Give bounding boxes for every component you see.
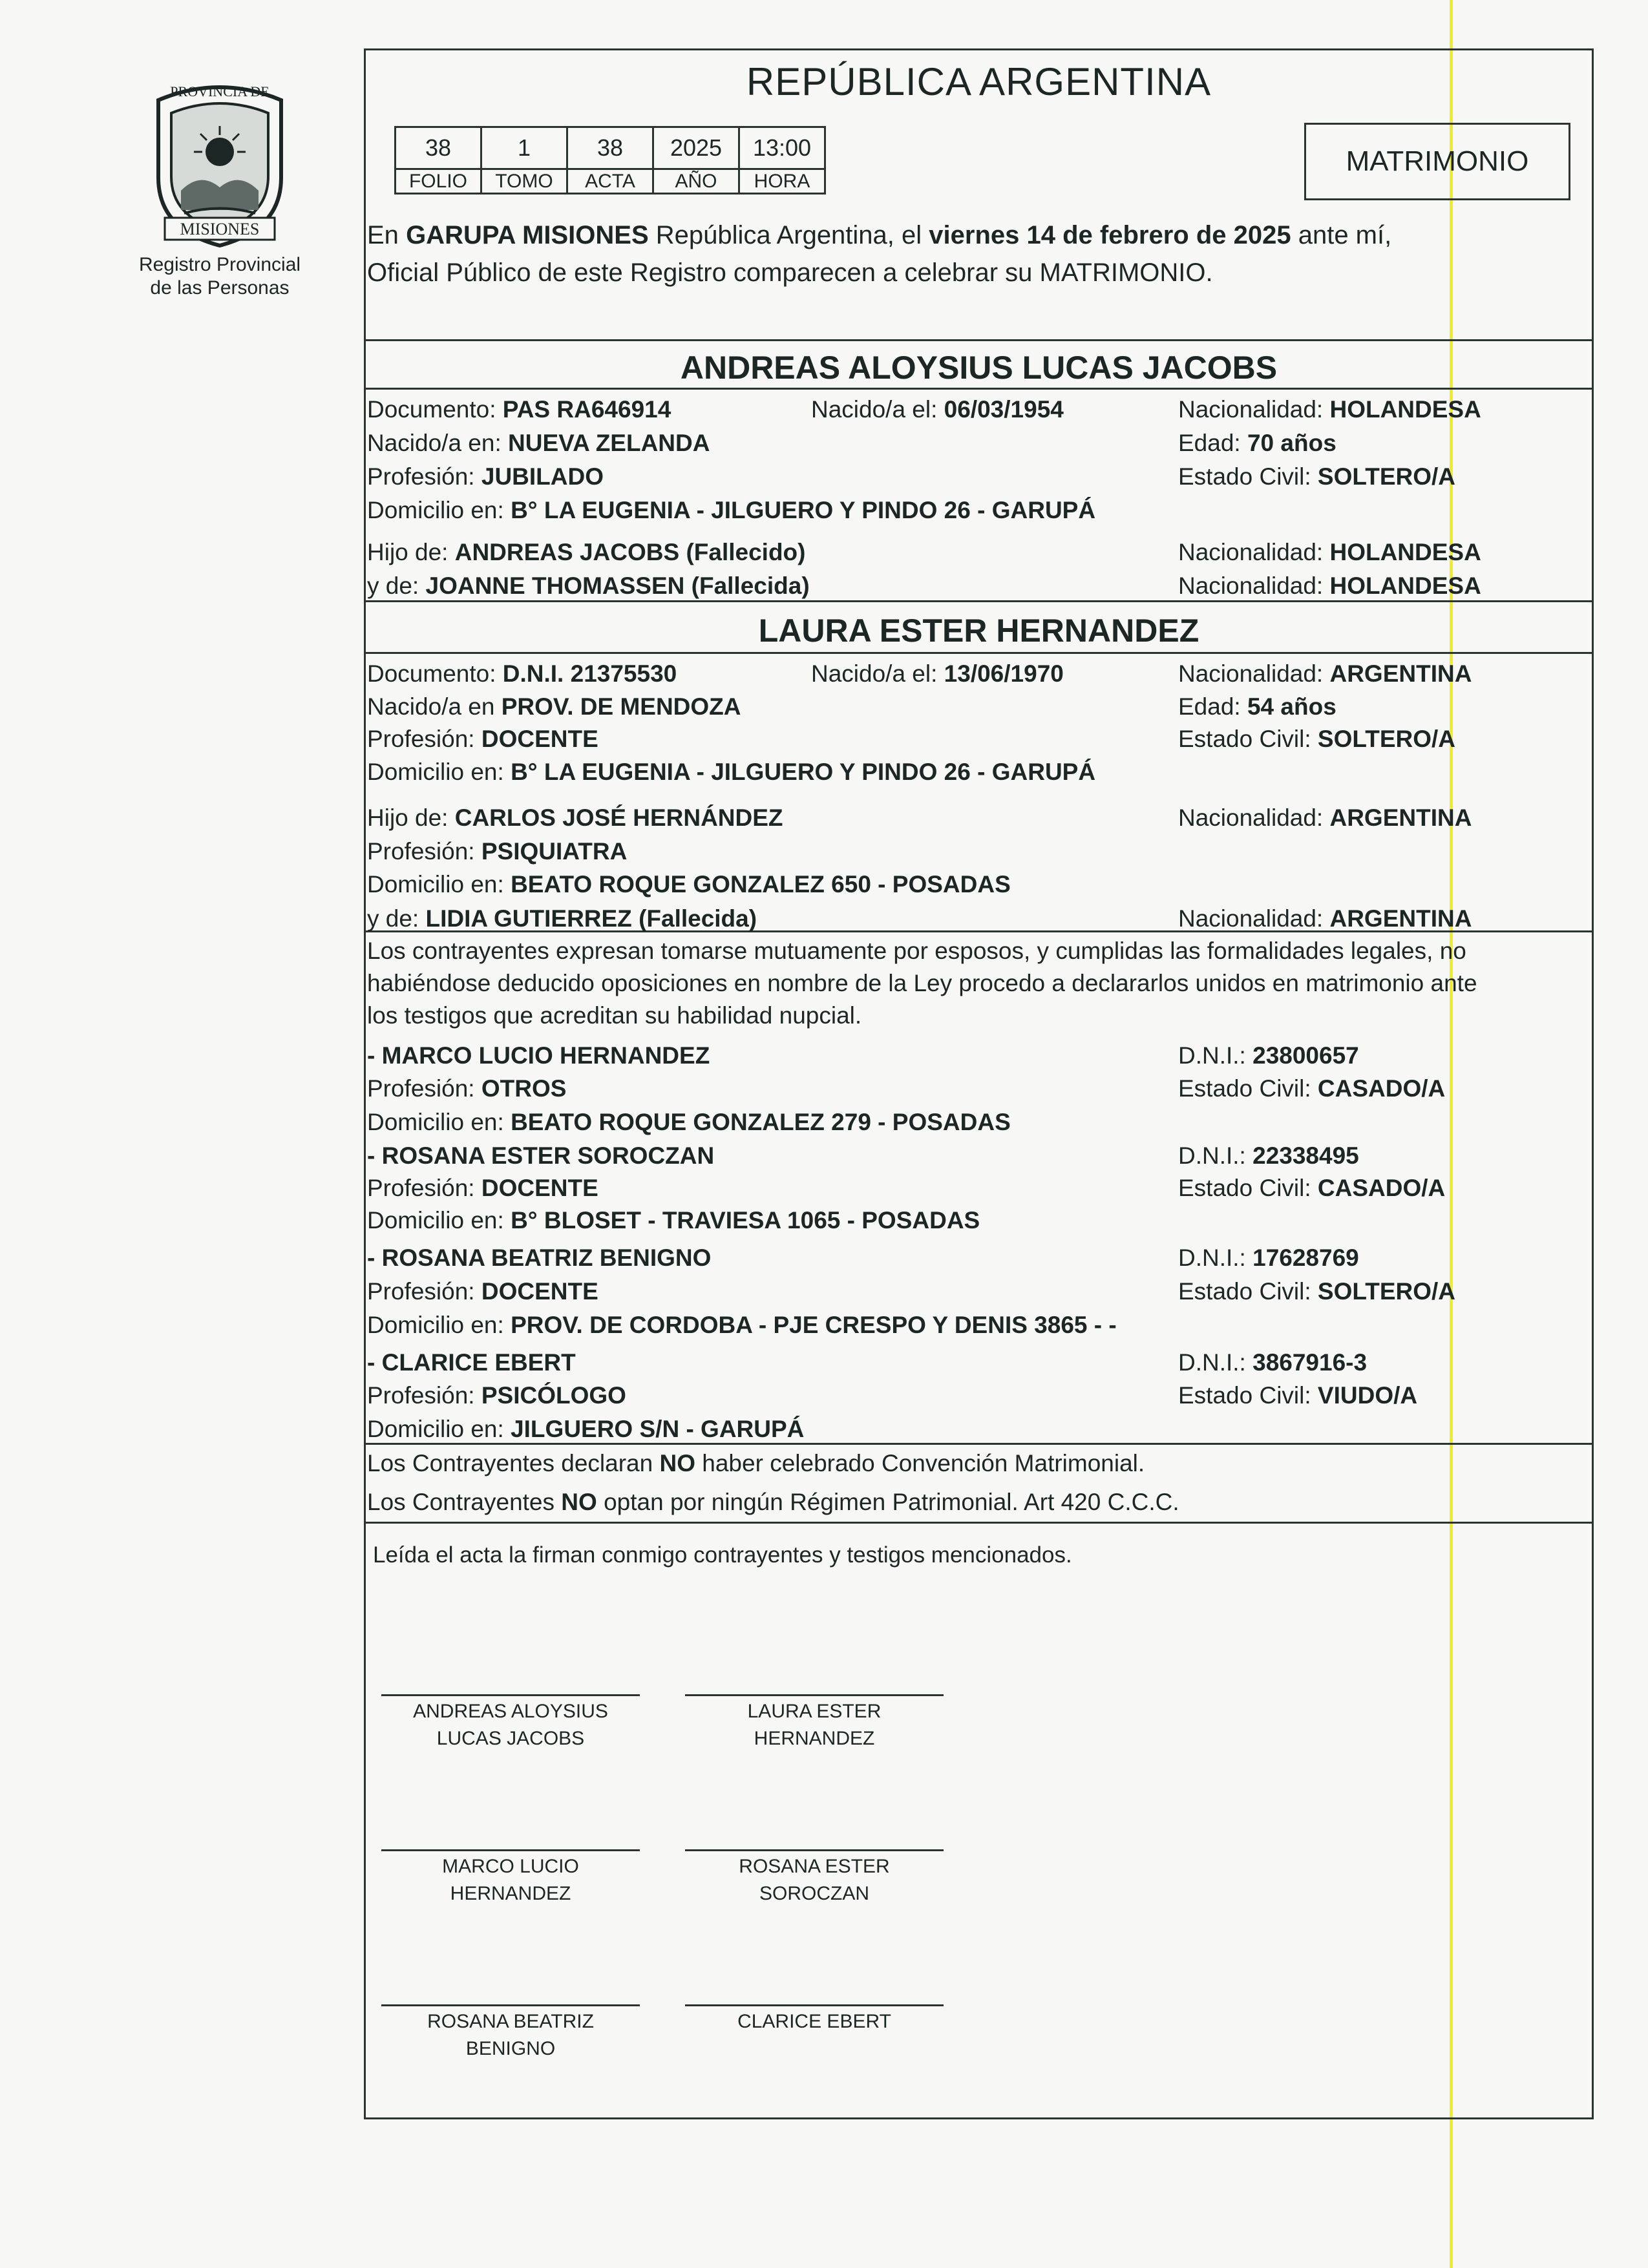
testigo-1-dni-label: D.N.I.: [1178, 1042, 1253, 1069]
intro-republic: República Argentina, el [648, 221, 929, 249]
c2-madre [367, 905, 757, 933]
c2-edad-value: 54 años [1247, 693, 1336, 720]
testigo-2-dom-value: B° BLOSET - TRAVIESA 1065 - POSADAS [511, 1207, 980, 1234]
c1-nac-en-label: Nacido/a en: [367, 430, 509, 456]
divider [364, 339, 1594, 341]
testigo-4-dni-value: 3867916-3 [1252, 1349, 1368, 1376]
acta-value: 38 [567, 127, 653, 169]
c2-padre-dom-label: Domicilio en: [367, 871, 511, 898]
testigo-3-dni [1178, 1244, 1359, 1272]
c2-nacido-en [367, 693, 741, 721]
c1-prof-value: JUBILADO [481, 463, 604, 490]
acta-header-table [394, 126, 826, 194]
c1-doc-label: Documento: [367, 396, 503, 423]
testigo-2-dni [1178, 1142, 1359, 1170]
c1-padre [367, 538, 805, 567]
testigo-3-dni-label: D.N.I.: [1178, 1244, 1253, 1271]
signature-3 [381, 1853, 640, 1907]
testigo-3-dni-value: 17628769 [1252, 1244, 1359, 1271]
intro-place: GARUPA MISIONES [406, 221, 649, 249]
c1-doc-value: PAS RA646914 [502, 396, 671, 423]
c1-dom-value: B° LA EUGENIA - JILGUERO Y PINDO 26 - GARUPÁ [511, 497, 1096, 523]
signature-3-line1: MARCO LUCIO [442, 1856, 579, 1877]
testigo-1-prof-value: OTROS [481, 1075, 567, 1102]
testigo-1-dni-value: 23800657 [1252, 1042, 1359, 1069]
c2-padre-domicilio [367, 870, 1011, 899]
c1-edad [1178, 429, 1336, 457]
c1-edad-value: 70 años [1247, 430, 1336, 456]
tomo-value: 1 [481, 127, 567, 169]
c2-padre-value: CARLOS JOSÉ HERNÁNDEZ [454, 804, 783, 831]
c1-prof-label: Profesión: [367, 463, 481, 490]
c2-civil-value: SOLTERO/A [1317, 726, 1456, 752]
signature-line [381, 1849, 640, 1851]
c1-padre-label: Hijo de: [367, 539, 455, 565]
signature-1-line2: LUCAS JACOBS [436, 1728, 585, 1749]
signature-4-line1: ROSANA ESTER [739, 1856, 890, 1877]
testigo-4-dni [1178, 1349, 1367, 1377]
page-title: REPÚBLICA ARGENTINA [746, 60, 1212, 103]
intro-en: En [367, 221, 399, 249]
c2-edad [1178, 693, 1336, 721]
contrayente-2-name: LAURA ESTER HERNANDEZ [758, 613, 1199, 649]
signature-5 [381, 2008, 640, 2063]
c2-nac-en-label: Nacido/a en [367, 693, 502, 720]
hora-value: 13:00 [739, 127, 825, 169]
signature-line [685, 1694, 944, 1696]
provincia-misiones-seal [145, 81, 294, 252]
c2-madre-nac-label: Nacionalidad: [1178, 905, 1330, 932]
c1-nacido-en [367, 429, 710, 457]
c2-nac-en-value: PROV. DE MENDOZA [501, 693, 741, 720]
c2-prof-value: DOCENTE [481, 726, 598, 752]
divider [364, 388, 1594, 390]
convencion-text-b: haber celebrado Convención Matrimonial. [695, 1450, 1145, 1476]
logo-caption-line2: de las Personas [150, 277, 290, 299]
testigo-2-estado-civil [1178, 1174, 1445, 1202]
declaracion-line3: los testigos que acreditan su habilidad nupcial. [367, 1002, 862, 1029]
c1-madre-value: JOANNE THOMASSEN (Fallecida) [425, 572, 810, 599]
testigo-2-dni-value: 22338495 [1252, 1142, 1359, 1169]
signature-4-line2: SOROCZAN [759, 1883, 869, 1904]
c2-doc-value: D.N.I. 21375530 [502, 660, 677, 687]
logo-caption-line1: Registro Provincial [138, 254, 301, 275]
c2-nacionalidad-value: ARGENTINA [1329, 660, 1472, 687]
c2-documento [367, 660, 677, 688]
signature-line [685, 1849, 944, 1851]
signature-line [381, 2004, 640, 2006]
c2-nacido-el [811, 660, 1064, 688]
c2-nac-el-label: Nacido/a el: [811, 660, 944, 687]
signature-1 [381, 1698, 640, 1752]
c2-padre-label: Hijo de: [367, 804, 455, 831]
c1-nacionalidad [1178, 395, 1481, 424]
testigo-4-civil-label: Estado Civil: [1178, 1382, 1318, 1409]
testigo-1-civil-label: Estado Civil: [1178, 1075, 1318, 1102]
testigo-1-dom-label: Domicilio en: [367, 1109, 511, 1135]
acta-type-box: MATRIMONIO [1304, 123, 1570, 200]
c1-nacionalidad-label: Nacionalidad: [1178, 396, 1330, 423]
signature-6 [685, 2008, 944, 2035]
testigo-1-civil-value: CASADO/A [1317, 1075, 1446, 1102]
convencion-no: NO [659, 1450, 695, 1476]
convencion-matrimonial [367, 1449, 1145, 1478]
c1-nac-el-value: 06/03/1954 [944, 396, 1064, 423]
testigo-2-civil-label: Estado Civil: [1178, 1175, 1318, 1201]
testigo-4-prof-label: Profesión: [367, 1382, 481, 1409]
signature-6-line1: CLARICE EBERT [737, 2011, 891, 2032]
testigo-4-domicilio [367, 1415, 804, 1444]
c1-documento [367, 395, 671, 424]
c2-nacionalidad-label: Nacionalidad: [1178, 660, 1330, 687]
testigo-3-civil-value: SOLTERO/A [1317, 1278, 1456, 1305]
hora-caption: HORA [739, 169, 825, 194]
convencion-text-a: Los Contrayentes declaran [367, 1450, 660, 1476]
c1-civil-label: Estado Civil: [1178, 463, 1318, 490]
c2-civil-label: Estado Civil: [1178, 726, 1318, 752]
seal-text-misiones: MISIONES [180, 220, 260, 238]
c1-estado-civil [1178, 463, 1455, 491]
testigo-3-profesion [367, 1277, 598, 1306]
testigo-2-domicilio [367, 1206, 980, 1235]
c2-madre-nacionalidad [1178, 905, 1472, 933]
c2-padre-nac-label: Nacionalidad: [1178, 804, 1330, 831]
c2-edad-label: Edad: [1178, 693, 1247, 720]
declaracion-line2: habiéndose deducido oposiciones en nombre de la Ley procedo a declararlos unidos en matrimonio ante [367, 970, 1477, 996]
signature-2-line2: HERNANDEZ [754, 1728, 875, 1749]
c1-padre-nac-label: Nacionalidad: [1178, 539, 1330, 565]
c1-edad-label: Edad: [1178, 430, 1247, 456]
c2-profesion [367, 725, 598, 753]
intro-ante: ante mí, [1291, 221, 1392, 249]
c2-padre-nacionalidad [1178, 804, 1472, 832]
c1-civil-value: SOLTERO/A [1317, 463, 1456, 490]
tomo-caption: TOMO [481, 169, 567, 194]
testigo-1-domicilio [367, 1108, 1011, 1137]
signature-4 [685, 1853, 944, 1907]
testigo-2-civil-value: CASADO/A [1317, 1175, 1446, 1201]
divider [364, 600, 1594, 602]
c1-nac-el-label: Nacido/a el: [811, 396, 944, 423]
c1-domicilio [367, 496, 1095, 525]
testigo-1-dom-value: BEATO ROQUE GONZALEZ 279 - POSADAS [511, 1109, 1011, 1135]
c1-nac-en-value: NUEVA ZELANDA [508, 430, 710, 456]
c1-madre [367, 572, 810, 600]
c1-madre-nacionalidad [1178, 572, 1481, 600]
testigo-4-estado-civil [1178, 1381, 1417, 1410]
c1-nacionalidad-value: HOLANDESA [1329, 396, 1481, 423]
testigo-2-dni-label: D.N.I.: [1178, 1142, 1253, 1169]
regimen-no: NO [561, 1489, 597, 1515]
c2-padre-prof-label: Profesión: [367, 838, 481, 865]
c2-padre-dom-value: BEATO ROQUE GONZALEZ 650 - POSADAS [511, 871, 1011, 898]
c1-nacido-el [811, 395, 1064, 424]
testigo-3-name: - ROSANA BEATRIZ BENIGNO [367, 1244, 712, 1271]
folio-caption: FOLIO [396, 169, 481, 194]
testigo-4-profesion [367, 1381, 626, 1410]
testigo-2-prof-label: Profesión: [367, 1175, 481, 1201]
c1-madre-nac-label: Nacionalidad: [1178, 572, 1330, 599]
c2-padre [367, 804, 783, 832]
testigo-2-profesion [367, 1174, 598, 1202]
contrayente-1-name: ANDREAS ALOYSIUS LUCAS JACOBS [680, 350, 1278, 386]
logo-caption [126, 253, 313, 300]
signature-2 [685, 1698, 944, 1752]
c1-padre-nac-value: HOLANDESA [1329, 539, 1481, 565]
c2-madre-value: LIDIA GUTIERREZ (Fallecida) [425, 905, 757, 932]
testigo-1-prof-label: Profesión: [367, 1075, 481, 1102]
c2-madre-nac-value: ARGENTINA [1329, 905, 1472, 932]
testigo-2-name: - ROSANA ESTER SOROCZAN [367, 1142, 715, 1169]
c2-padre-nac-value: ARGENTINA [1329, 804, 1472, 831]
divider [364, 652, 1594, 654]
testigo-3-prof-value: DOCENTE [481, 1278, 598, 1305]
intro-line2: Oficial Público de este Registro comparecen a celebrar su MATRIMONIO. [367, 258, 1213, 287]
testigo-3-prof-label: Profesión: [367, 1278, 481, 1305]
signature-line [685, 2004, 944, 2006]
regimen-text-a: Los Contrayentes [367, 1489, 562, 1515]
c2-domicilio [367, 758, 1095, 786]
testigo-3-civil-label: Estado Civil: [1178, 1278, 1318, 1305]
c2-estado-civil [1178, 725, 1455, 753]
testigo-1-profesion [367, 1075, 566, 1103]
testigo-4-civil-value: VIUDO/A [1317, 1382, 1418, 1409]
leida-text: Leída el acta la firman conmigo contrayentes y testigos mencionados. [373, 1542, 1072, 1568]
intro-date: viernes 14 de febrero de 2025 [929, 221, 1291, 249]
testigo-4-name: - CLARICE EBERT [367, 1349, 576, 1376]
c2-nacionalidad [1178, 660, 1472, 688]
c2-dom-value: B° LA EUGENIA - JILGUERO Y PINDO 26 - GARUPÁ [511, 759, 1096, 785]
testigo-3-dom-value: PROV. DE CORDOBA - PJE CRESPO Y DENIS 3865 - - [511, 1312, 1117, 1338]
regimen-text-b: optan por ningún Régimen Patrimonial. Art 420 C.C.C. [597, 1489, 1179, 1515]
c2-padre-prof-value: PSIQUIATRA [481, 838, 628, 865]
testigo-3-estado-civil [1178, 1277, 1455, 1306]
testigo-2-prof-value: DOCENTE [481, 1175, 598, 1201]
signature-1-line1: ANDREAS ALOYSIUS [413, 1701, 608, 1722]
c2-nac-el-value: 13/06/1970 [944, 660, 1064, 687]
folio-value: 38 [396, 127, 481, 169]
c2-madre-label: y de: [367, 905, 426, 932]
regimen-patrimonial [367, 1488, 1179, 1517]
c1-madre-label: y de: [367, 572, 426, 599]
c1-profesion [367, 463, 604, 491]
testigo-4-prof-value: PSICÓLOGO [481, 1382, 626, 1409]
testigo-1-name: - MARCO LUCIO HERNANDEZ [367, 1042, 710, 1069]
c1-padre-nacionalidad [1178, 538, 1481, 567]
testigo-4-dni-label: D.N.I.: [1178, 1349, 1253, 1376]
c2-doc-label: Documento: [367, 660, 503, 687]
testigo-1-estado-civil [1178, 1075, 1445, 1103]
seal-text-provincia: PROVINCIA DE [170, 83, 269, 100]
c2-prof-label: Profesión: [367, 726, 481, 752]
testigo-3-domicilio [367, 1311, 1117, 1339]
divider [364, 1522, 1594, 1524]
testigo-2-dom-label: Domicilio en: [367, 1207, 511, 1234]
signature-2-line1: LAURA ESTER [747, 1701, 882, 1722]
signature-5-line1: ROSANA BEATRIZ [427, 2011, 594, 2032]
signature-3-line2: HERNANDEZ [450, 1883, 571, 1904]
testigo-4-dom-value: JILGUERO S/N - GARUPÁ [511, 1416, 805, 1442]
signature-5-line2: BENIGNO [465, 2038, 556, 2059]
testigo-3-dom-label: Domicilio en: [367, 1312, 511, 1338]
signature-line [381, 1694, 640, 1696]
c1-dom-label: Domicilio en: [367, 497, 511, 523]
testigo-1-dni [1178, 1042, 1359, 1070]
c2-padre-profesion [367, 837, 627, 866]
anio-caption: AÑO [653, 169, 739, 194]
anio-value: 2025 [653, 127, 739, 169]
c1-madre-nac-value: HOLANDESA [1329, 572, 1481, 599]
intro-line1 [367, 221, 1391, 249]
c1-padre-value: ANDREAS JACOBS (Fallecido) [454, 539, 806, 565]
acta-caption: ACTA [567, 169, 653, 194]
testigo-4-dom-label: Domicilio en: [367, 1416, 511, 1442]
declaracion-line1: Los contrayentes expresan tomarse mutuamente por esposos, y cumplidas las formalidades legales, no [367, 938, 1466, 964]
c2-dom-label: Domicilio en: [367, 759, 511, 785]
